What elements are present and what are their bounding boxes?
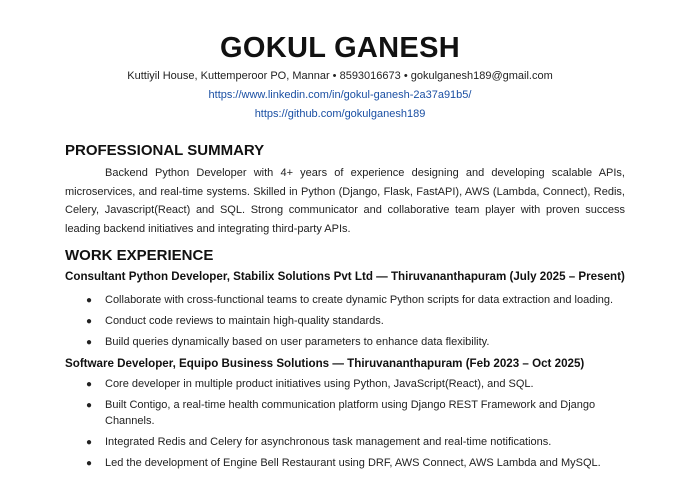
work-heading: WORK EXPERIENCE bbox=[65, 247, 214, 264]
bullet-icon: ● bbox=[86, 457, 93, 469]
list-item bbox=[65, 456, 630, 472]
summary-heading: PROFESSIONAL SUMMARY bbox=[65, 142, 265, 159]
github-line bbox=[0, 108, 680, 120]
job-bullets bbox=[65, 377, 630, 477]
linkedin-link[interactable]: https://www.linkedin.com/in/gokul-ganesh-2a37a91b5/ bbox=[208, 89, 472, 101]
job-title: Consultant Python Developer, Stabilix Solutions Pvt Ltd — Thiruvananthapuram (July 2025 – Present) bbox=[65, 270, 625, 283]
bullet-text: Built Contigo, a real-time health communication platform using Django REST Framework and Django Channels. bbox=[105, 399, 596, 427]
bullet-icon: ● bbox=[86, 436, 93, 448]
candidate-name: GOKUL GANESH bbox=[220, 32, 460, 64]
list-item bbox=[65, 293, 630, 309]
list-item bbox=[65, 435, 630, 451]
list-item bbox=[65, 314, 630, 330]
bullet-text: Led the development of Engine Bell Restaurant using DRF, AWS Connect, AWS Lambda and MySQL. bbox=[105, 456, 601, 469]
bullet-icon: ● bbox=[86, 316, 93, 327]
bullet-text: Core developer in multiple product initiatives using Python, JavaScript(React), and SQL. bbox=[105, 378, 534, 390]
summary-paragraph bbox=[65, 164, 625, 238]
github-link[interactable]: https://github.com/gokulganesh189 bbox=[254, 108, 426, 120]
list-item bbox=[65, 377, 630, 393]
bullet-text: Build queries dynamically based on user parameters to enhance data flexibility. bbox=[105, 336, 490, 348]
bullet-icon: ● bbox=[86, 295, 93, 306]
summary-text: Backend Python Developer with 4+ years of experience designing and developing scalable APIs, microservices, and real-time systems. Skilled in Python (Django, Flask, FastAPI), AWS (Lambda, Connect), Redis, Celery, Javascript(React) and SQL. Strong communicator and collaborative team player with proven success leading backend initiatives and integrating third-party APIs. bbox=[65, 167, 625, 235]
linkedin-line bbox=[0, 89, 680, 101]
list-item bbox=[65, 398, 630, 429]
bullet-text: Conduct code reviews to maintain high-quality standards. bbox=[105, 315, 384, 327]
job-bullets bbox=[65, 293, 630, 356]
contact-info: Kuttiyil House, Kuttemperoor PO, Mannar • 8593016673 • gokulganesh189@gmail.com bbox=[127, 70, 553, 82]
job-title: Software Developer, Equipo Business Solutions — Thiruvananthapuram (Feb 2023 – Oct 2025) bbox=[65, 357, 585, 370]
bullet-text: Integrated Redis and Celery for asynchronous task management and real-time notifications. bbox=[105, 435, 552, 448]
bullet-text: Collaborate with cross-functional teams to create dynamic Python scripts for data extraction and loading. bbox=[105, 294, 614, 306]
bullet-icon: ● bbox=[86, 379, 93, 390]
bullet-icon: ● bbox=[86, 337, 93, 348]
list-item bbox=[65, 335, 630, 351]
bullet-icon: ● bbox=[86, 400, 93, 411]
